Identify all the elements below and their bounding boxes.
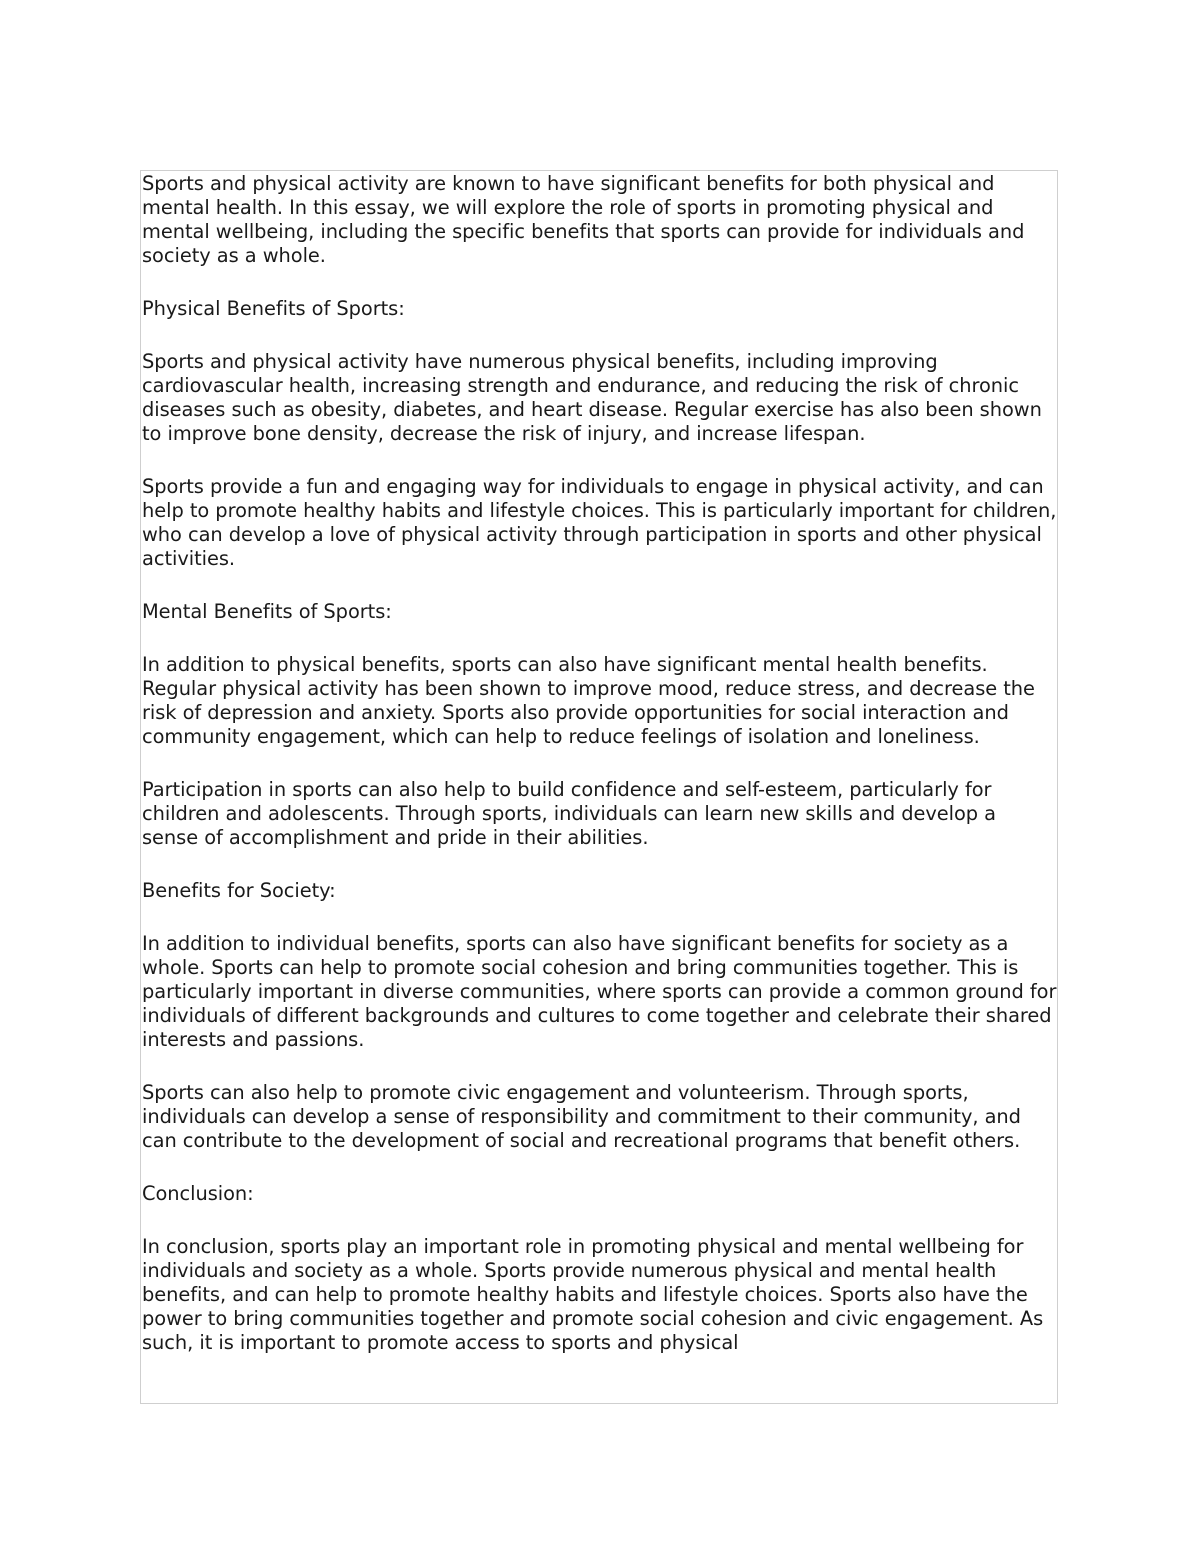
- society-benefits-paragraph-1: In addition to individual benefits, sports can also have significant benefits for society as a whole. Sports can help to promote social cohesion and bring communities together. This is particularly important in diverse communities, where sports can provide a common ground for individuals of different backgrounds and cultures to come together and celebrate their shared interests and passions.: [142, 932, 1057, 1051]
- mental-benefits-paragraph-2: Participation in sports can also help to build confidence and self-esteem, particularly for children and adolescents. Through sports, individuals can learn new skills and develop a sense of accomplishment and pride in their abilities.: [142, 778, 997, 849]
- text-frame: [140, 170, 1058, 1404]
- conclusion-paragraph: In conclusion, sports play an important role in promoting physical and mental wellbeing for individuals and society as a whole. Sports provide numerous physical and mental health benefits, and can help to promote healthy habits and lifestyle choices. Sports also have the power to bring communities together and promote social cohesion and civic engagement. As such, it is important to promote access to sports and physical: [142, 1235, 1044, 1354]
- section-heading-physical-benefits: Physical Benefits of Sports:: [142, 297, 405, 320]
- physical-benefits-paragraph-1: Sports and physical activity have numerous physical benefits, including improving cardiovascular health, increasing strength and endurance, and reducing the risk of chronic diseases such as obesity, diabetes, and heart disease. Regular exercise has also been shown to improve bone density, decrease the risk of injury, and increase lifespan.: [142, 350, 1042, 445]
- society-benefits-paragraph-2: Sports can also help to promote civic engagement and volunteerism. Through sports, individuals can develop a sense of responsibility and commitment to their community, and can contribute to the development of social and recreational programs that benefit others.: [142, 1081, 1021, 1152]
- essay-body: [141, 171, 1057, 1355]
- intro-paragraph: Sports and physical activity are known to have significant benefits for both physical and mental health. In this essay, we will explore the role of sports in promoting physical and mental wellbeing, including the specific benefits that sports can provide for individuals and society as a whole.: [142, 172, 1025, 267]
- section-heading-conclusion: Conclusion:: [142, 1182, 254, 1205]
- mental-benefits-paragraph-1: In addition to physical benefits, sports can also have significant mental health benefits. Regular physical activity has been shown to improve mood, reduce stress, and decrease the risk of depression and anxiety. Sports also provide opportunities for social interaction and community engagement, which can help to reduce feelings of isolation and loneliness.: [142, 653, 1035, 748]
- section-heading-mental-benefits: Mental Benefits of Sports:: [142, 600, 392, 623]
- physical-benefits-paragraph-2: Sports provide a fun and engaging way for individuals to engage in physical activity, and can help to promote healthy habits and lifestyle choices. This is particularly important for children, who can develop a love of physical activity through participation in sports and other physical activities.: [142, 475, 1057, 570]
- section-heading-society-benefits: Benefits for Society:: [142, 879, 336, 902]
